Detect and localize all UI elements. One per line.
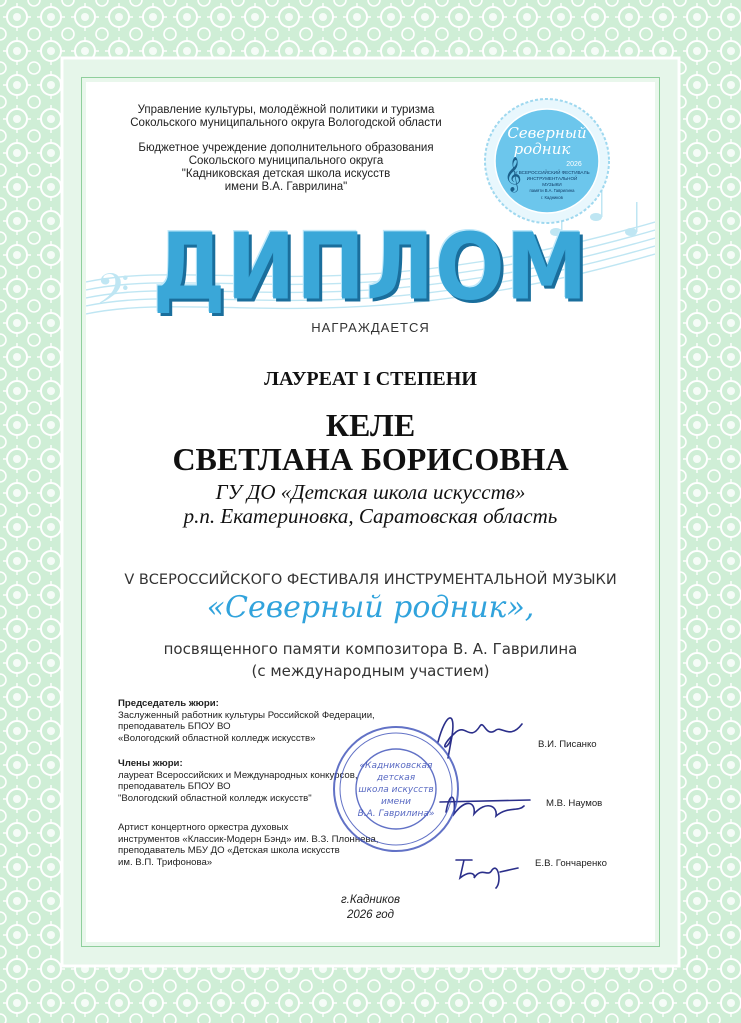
jury-member-2-line-3: преподаватель МБУ ДО «Детская школа искусств [118, 845, 340, 856]
stamp-line-3: школа искусств [358, 785, 434, 795]
recipient-surname: КЕЛЕ [325, 407, 416, 443]
stamp-line-5: В.А. Гаврилина» [357, 809, 435, 819]
stamp-line-2: детская [376, 773, 416, 783]
festival-name: «Северный родник», [206, 590, 535, 625]
jury-member-2-name: Е.В. Гончаренко [535, 858, 607, 869]
diploma-sheet [86, 82, 655, 942]
jury-member-1-line-1: лауреат Всероссийских и Международных конкурсов, [118, 769, 358, 781]
organization-header [86, 104, 486, 194]
jury-chair-line-1: Заслуженный работник культуры Российской Федерации, [118, 709, 375, 721]
logo-sub-3: МУЗЫКИ [542, 182, 562, 187]
jury-chair-name: В.И. Писанко [538, 739, 597, 750]
jury-chair-label: Председатель жюри: [118, 698, 219, 709]
header-line-2: Сокольского муниципального округа Вологодской области [130, 117, 442, 129]
recipient-name: СВЕТЛАНА БОРИСОВНА [172, 441, 569, 477]
logo-sub-1: V ВСЕРОССИЙСКИЙ ФЕСТИВАЛЬ [514, 170, 590, 175]
jury-member-2-line-4: им. В.П. Трифонова» [118, 856, 213, 868]
logo-title-1: Северный [507, 124, 587, 142]
festival-line-3: посвященного памяти композитора В. А. Гаврилина [163, 640, 578, 658]
stamp-line-4: имени [381, 797, 411, 807]
jury-member-2-line-1: Артист концертного оркестра духовых [118, 822, 289, 833]
jury-member-1-name: М.В. Наумов [546, 798, 603, 809]
logo-sub-4: памяти В.А. Гаврилина [529, 188, 575, 193]
laureate-degree: ЛАУРЕАТ I СТЕПЕНИ [264, 368, 477, 390]
svg-text:𝄢: 𝄢 [96, 265, 130, 325]
header-line-3: Бюджетное учреждение дополнительного образования [138, 142, 434, 154]
logo-sub-2: ИНСТРУМЕНТАЛЬНОЙ [526, 176, 578, 181]
header-line-4: Сокольского муниципального округа [188, 155, 384, 167]
header-line-6: имени В.А. Гаврилина" [224, 181, 348, 193]
logo-title-2: родник [513, 140, 571, 158]
jury-member-1-line-3: "Вологодский областной колледж искусств" [118, 792, 312, 804]
logo-year: 2026 [566, 161, 582, 168]
festival-logo [482, 96, 612, 226]
footer-city: г.Кадников [341, 894, 400, 906]
jury-chair-line-2: преподаватель БПОУ ВО [118, 721, 231, 732]
recipient-school: ГУ ДО «Детская школа искусств» [215, 480, 526, 504]
jury-member-1-line-2: преподаватель БПОУ ВО [118, 781, 231, 792]
festival-line-4: (с международным участием) [251, 662, 490, 680]
jury-member-2-line-2: инструментов «Классик-Модерн Бэнд» им. В.З. Плоннева, [118, 833, 379, 845]
recipient-place: р.п. Екатериновка, Саратовская область [183, 504, 558, 528]
treble-clef-icon: 𝄞 [504, 157, 522, 192]
jury-members-label: Члены жюри: [118, 758, 183, 769]
diploma-title: ДИПЛОМ [152, 214, 589, 321]
jury-chair-line-3: «Вологодский областной колледж искусств» [118, 732, 316, 744]
header-line-1: Управление культуры, молодёжной политики и туризма [137, 104, 435, 116]
header-line-5: "Кадниковская детская школа искусств [181, 168, 391, 180]
logo-sub-5: г. Кадников [541, 195, 563, 200]
awarded-label: НАГРАЖДАЕТСЯ [311, 320, 430, 335]
footer-year: 2026 год [346, 909, 395, 921]
festival-line-1: V ВСЕРОССИЙСКОГО ФЕСТИВАЛЯ ИНСТРУМЕНТАЛЬНОЙ МУЗЫКИ [124, 572, 617, 588]
signature-member-2 [456, 860, 518, 888]
official-stamp [331, 724, 461, 854]
stamp-line-1: «Кадниковская [359, 761, 433, 771]
